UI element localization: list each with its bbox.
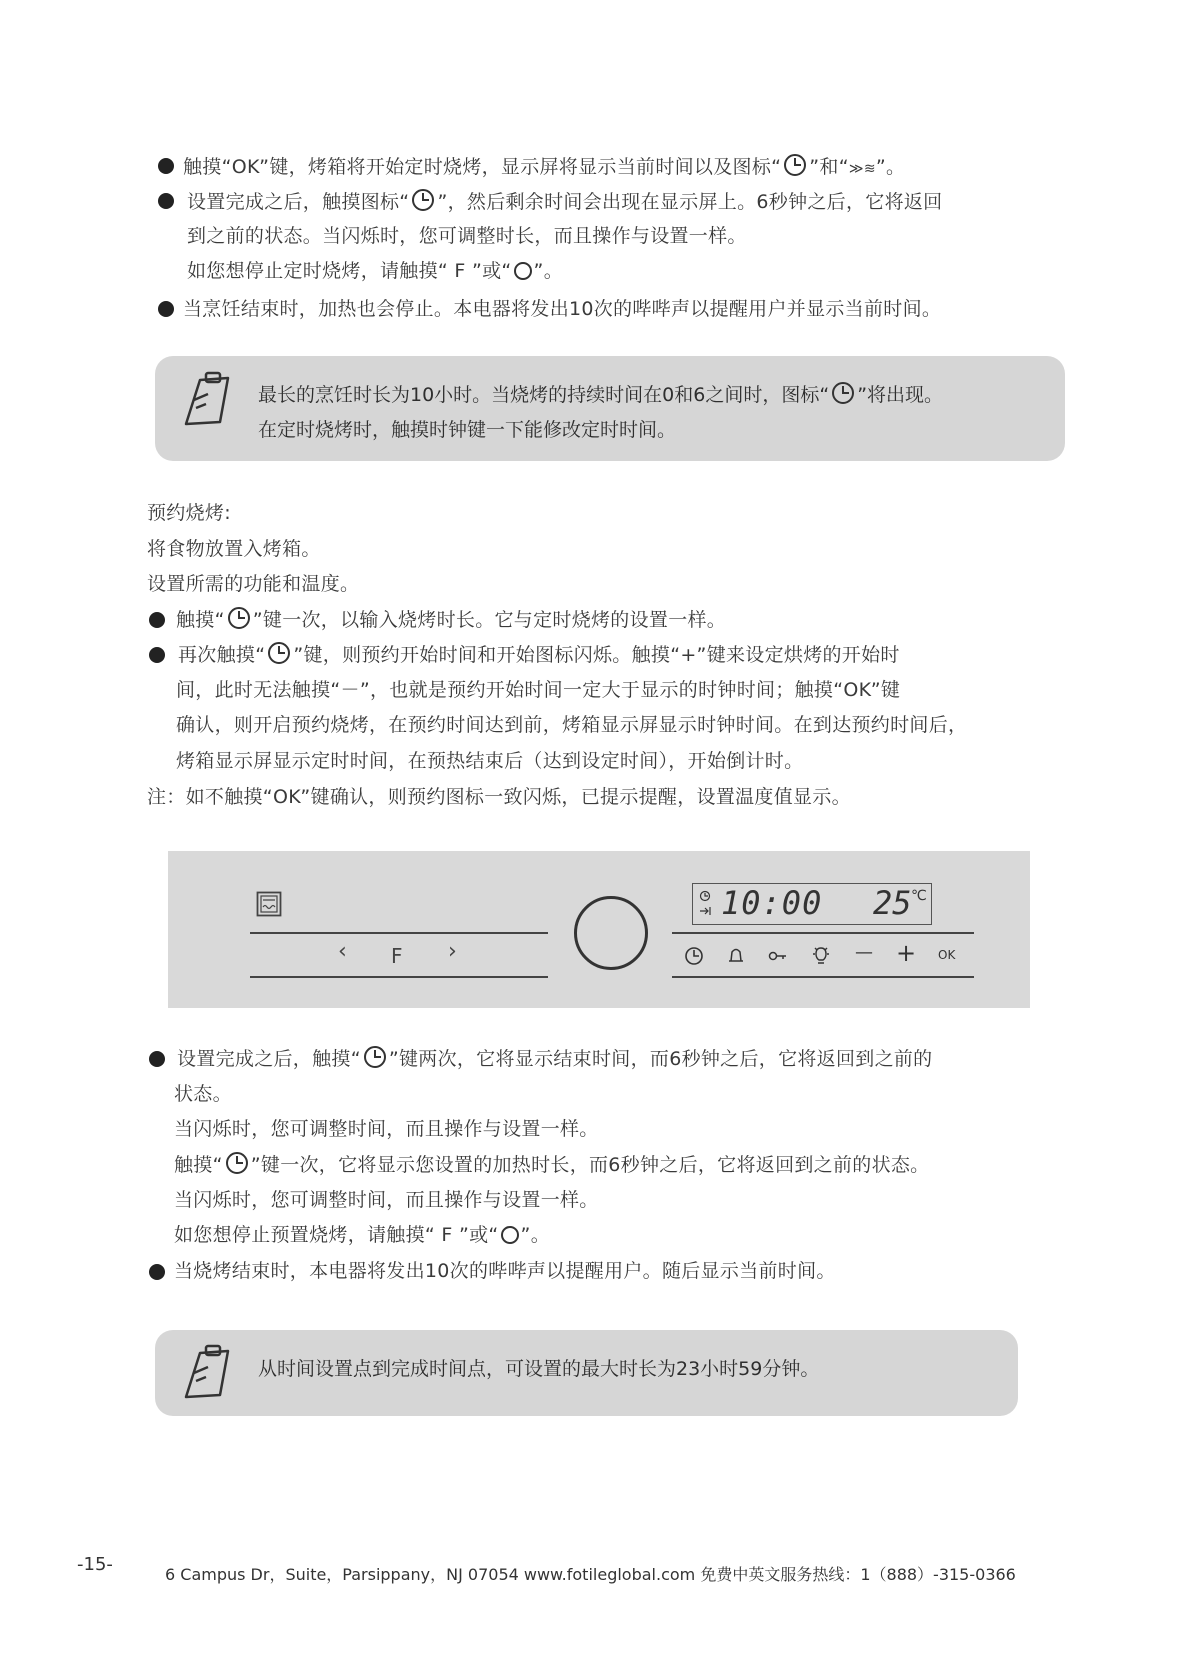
key-lock-button-icon[interactable] [768, 950, 788, 962]
text: 再次触摸“ [178, 644, 266, 666]
minus-button[interactable]: — [855, 942, 873, 963]
heating-icon: ≫≋ [848, 161, 876, 177]
text: ”键一次，以输入烧烤时长。它与定时烧烤的设置一样。 [252, 609, 727, 631]
clock-icon [411, 188, 435, 212]
power-knob[interactable] [574, 896, 648, 970]
text: 如您想停止预置烧烤，请触摸“ F ”或“ [174, 1224, 499, 1246]
light-button-icon[interactable] [812, 945, 830, 967]
text: ”键两次，它将显示结束时间，而6秒钟之后，它将返回到之前的 [388, 1048, 933, 1070]
text: ”键，则预约开始时间和开始图标闪烁。触摸“+”键来设定烘烤的开始时 [293, 644, 900, 666]
paragraph-line [176, 606, 726, 633]
paragraph-line [177, 1045, 932, 1072]
display-temperature-unit: ℃ [911, 888, 927, 904]
page-number: -15- [77, 1554, 113, 1575]
paragraph-line: 间，此时无法触摸“－”，也就是预约开始时间一定大于显示的时钟时间；触摸“OK”键 [176, 679, 901, 701]
text: ”键一次，它将显示您设置的加热时长，而6秒钟之后，它将返回到之前的状态。 [250, 1154, 930, 1176]
paragraph-line [187, 188, 943, 215]
divider-line [672, 976, 974, 978]
function-button[interactable]: F [391, 944, 403, 968]
note-line: 注：如不触摸“OK”键确认，则预约图标一致闪烁，已提示提醒，设置温度值显示。 [147, 786, 851, 808]
paragraph-line [178, 641, 900, 668]
display-time: 10:00 [721, 884, 823, 922]
footer-address: 6 Campus Dr，Suite，Parsippany，NJ 07054 www.fotileglobal.com 免费中英文服务热线：1（888）-315-0366 [165, 1565, 1016, 1584]
bullet [149, 647, 165, 663]
text: 设置完成之后，触摸图标“ [187, 191, 410, 213]
text: 最长的烹饪时长为10小时。当烧烤的持续时间在0和6之间时，图标“ [258, 384, 830, 406]
clock-icon [267, 641, 291, 665]
divider-line [672, 932, 974, 934]
note-line [258, 378, 943, 412]
text: 如您想停止定时烧烤，请触摸“ F ”或“ [187, 260, 512, 282]
paragraph-line [187, 258, 563, 284]
note-line: 从时间设置点到完成时间点，可设置的最大时长为23小时59分钟。 [258, 1358, 820, 1380]
text: 触摸“ [176, 609, 225, 631]
oven-mode-icon [256, 891, 282, 917]
paragraph-line: 当闪烁时，您可调整时间，而且操作与设置一样。 [174, 1118, 599, 1140]
bullet [149, 1264, 165, 1280]
paragraph-line: 当烧烤结束时，本电器将发出10次的哔哔声以提醒用户。随后显示当前时间。 [174, 1260, 836, 1282]
bullet [158, 158, 174, 174]
clock-icon [783, 153, 807, 177]
section-title: 预约烧烤: [147, 502, 231, 524]
text: 触摸“OK”键，烤箱将开始定时烧烤，显示屏将显示当前时间以及图标“ [183, 156, 782, 178]
paragraph-line: 将食物放置入烤箱。 [147, 538, 321, 560]
right-arrow-button[interactable]: › [448, 939, 457, 964]
display-temperature: 25 [873, 884, 912, 922]
note-line: 在定时烧烤时，触摸时钟键一下能修改定时时间。 [258, 419, 677, 441]
paragraph-line: 确认，则开启预约烧烤，在预约时间达到前，烤箱显示屏显示时钟时间。在到达预约时间后， [176, 714, 968, 736]
text: ”，然后剩余时间会出现在显示屏上。6秒钟之后，它将返回 [437, 191, 943, 213]
power-icon [501, 1226, 519, 1244]
clock-icon [363, 1045, 387, 1069]
paragraph-line [174, 1151, 929, 1178]
paragraph-line: 当烹饪结束时，加热也会停止。本电器将发出10次的哔哔声以提醒用户并显示当前时间。 [183, 298, 942, 320]
paragraph-line: 状态。 [174, 1083, 232, 1105]
text: ”。 [875, 156, 906, 178]
bullet [149, 1051, 165, 1067]
text: ”和“ [809, 156, 849, 178]
lcd-display [692, 883, 932, 925]
clock-icon [225, 1151, 249, 1175]
text: ”。 [533, 260, 563, 282]
note-clipboard-icon [180, 370, 240, 428]
end-time-mini-icon [699, 906, 711, 916]
divider-line [250, 932, 548, 934]
bullet [149, 612, 165, 628]
clock-icon [831, 381, 855, 405]
divider-line [250, 976, 548, 978]
left-arrow-button[interactable]: ‹ [338, 939, 347, 964]
ok-button[interactable]: OK [938, 948, 956, 962]
bullet [158, 193, 174, 209]
paragraph-line: 当闪烁时，您可调整时间，而且操作与设置一样。 [174, 1189, 599, 1211]
bell-button-icon[interactable] [727, 946, 745, 966]
clock-button-icon[interactable] [684, 946, 704, 966]
power-icon [514, 262, 532, 280]
paragraph-line: 烤箱显示屏显示定时时间，在预热结束后（达到设定时间），开始倒计时。 [176, 750, 804, 772]
clock-icon [227, 606, 251, 630]
text: ”。 [520, 1224, 550, 1246]
plus-button[interactable]: + [896, 939, 917, 967]
text: 触摸“ [174, 1154, 223, 1176]
note-clipboard-icon [180, 1343, 240, 1401]
paragraph-line: 设置所需的功能和温度。 [147, 573, 360, 595]
paragraph-line: 到之前的状态。当闪烁时，您可调整时长，而且操作与设置一样。 [187, 225, 747, 247]
control-panel-illustration [168, 851, 1030, 1008]
text: 设置完成之后，触摸“ [177, 1048, 361, 1070]
paragraph-line [183, 153, 905, 182]
text: ”将出现。 [857, 384, 944, 406]
bullet [158, 301, 174, 317]
timer-mini-icon [699, 890, 711, 902]
paragraph-line [174, 1222, 550, 1248]
